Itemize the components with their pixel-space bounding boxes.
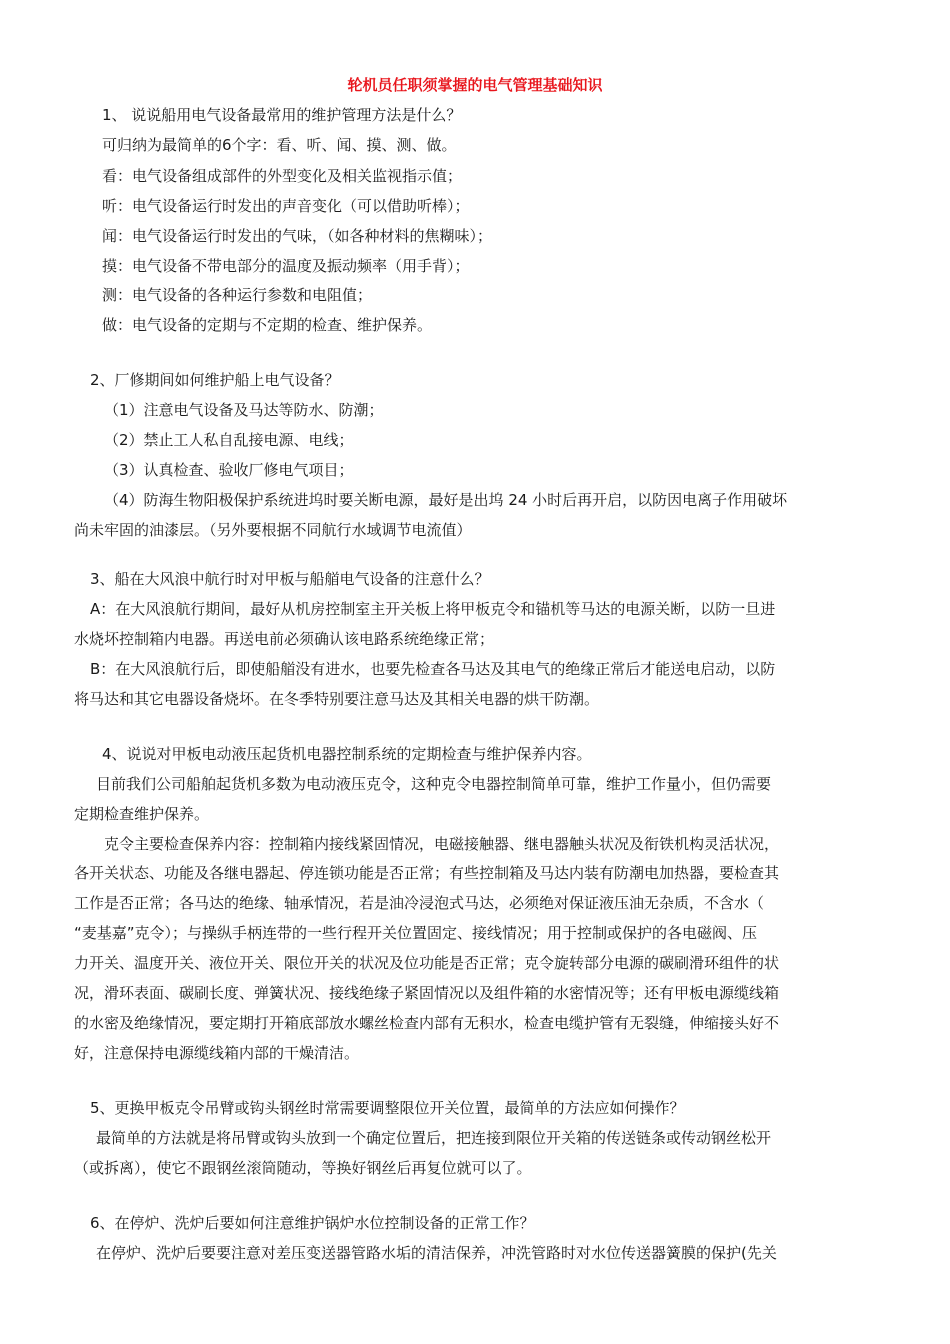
answer-4-line-4: 各开关状态、功能及各继电器起、停连锁功能是否正常；有些控制箱及马达内装有防潮电加热器，要检查其 [74, 864, 780, 882]
answer-5-line-2: （或拆离），使它不跟钢丝滚筒随动，等换好钢丝后再复位就可以了。 [74, 1159, 532, 1177]
answer-1-line-2: 看：电气设备组成部件的外型变化及相关监视指示值； [102, 167, 463, 185]
answer-4-line-10: 好，注意保持电源缆线箱内部的干燥清洁。 [74, 1044, 360, 1062]
question-2: 2、厂修期间如何维护船上电气设备？ [90, 371, 340, 389]
answer-2-line-4: （4）防海生物阳极保护系统进坞时要关断电源，最好是出坞 24 小时后再开启，以防因电离子作用破坏 [104, 491, 788, 509]
answer-5-line-1: 最简单的方法就是将吊臂或钩头放到一个确定位置后，把连接到限位开关箱的传送链条或传动钢丝松开 [96, 1129, 772, 1147]
answer-2-line-5: 尚未牢固的油漆层。（另外要根据不同航行水域调节电流值） [74, 521, 472, 539]
answer-4-line-2: 定期检查维护保养。 [74, 805, 210, 823]
document-title: 轮机员任职须掌握的电气管理基础知识 [347, 76, 603, 94]
question-5: 5、更换甲板克令吊臂或钩头钢丝时常需要调整限位开关位置，最简单的方法应如何操作？ [90, 1099, 685, 1117]
answer-1-line-6: 测：电气设备的各种运行参数和电阻值； [102, 286, 373, 304]
answer-3-line-3: B：在大风浪航行后，即使船艏没有进水，也要先检查各马达及其电气的绝缘正常后才能送电启动，以防 [90, 660, 776, 678]
question-4: 4、说说对甲板电动液压起货机电器控制系统的定期检查与维护保养内容。 [102, 745, 592, 763]
question-1: 1、 说说船用电气设备最常用的维护管理方法是什么？ [102, 106, 462, 124]
answer-2-line-3: （3）认真检查、验收厂修电气项目； [104, 461, 354, 479]
answer-1-line-7: 做：电气设备的定期与不定期的检查、维护保养。 [102, 316, 433, 334]
answer-4-line-5: 工作是否正常；各马达的绝缘、轴承情况，若是油冷浸泡式马达，必须绝对保证液压油无杂质，不含水（ [74, 894, 765, 912]
answer-3-line-4: 将马达和其它电器设备烧坏。在冬季特别要注意马达及其相关电器的烘干防潮。 [74, 690, 600, 708]
answer-1-line-1: 可归纳为最简单的6个字：看、听、闻、摸、测、做。 [102, 136, 457, 154]
answer-2-line-2: （2）禁止工人私自乱接电源、电线； [104, 431, 354, 449]
answer-4-line-7: 力开关、温度开关、液位开关、限位开关的状况及位功能是否正常；克令旋转部分电源的碳刷滑环组件的状 [74, 954, 780, 972]
answer-1-line-3: 听：电气设备运行时发出的声音变化（可以借助听棒）； [102, 197, 470, 215]
answer-1-line-5: 摸：电气设备不带电部分的温度及振动频率（用手背）； [102, 257, 470, 275]
answer-3-line-1: A：在大风浪航行期间，最好从机房控制室主开关板上将甲板克令和锚机等马达的电源关断，以防一旦进 [90, 600, 776, 618]
answer-1-line-4: 闻：电气设备运行时发出的气味，（如各种材料的焦糊味）； [102, 227, 493, 245]
answer-4-line-8: 况，滑环表面、碳刷长度、弹簧状况、接线绝缘子紧固情况以及组件箱的水密情况等；还有甲板电源缆线箱 [74, 984, 780, 1002]
answer-2-line-1: （1）注意电气设备及马达等防水、防潮； [104, 401, 384, 419]
answer-3-line-2: 水烧坏控制箱内电器。再送电前必须确认该电路系统绝缘正常； [74, 630, 495, 648]
answer-4-line-6: “麦基嘉”克令）；与操纵手柄连带的一些行程开关位置固定、接线情况；用于控制或保护的各电磁阀、压 [74, 924, 758, 942]
answer-4-line-1: 目前我们公司船舶起货机多数为电动液压克令，这种克令电器控制简单可靠，维护工作量小，但仍需要 [96, 775, 772, 793]
answer-4-line-9: 的水密及绝缘情况，要定期打开箱底部放水螺丝检查内部有无积水，检查电缆护管有无裂缝，伸缩接头好不 [74, 1014, 780, 1032]
question-6: 6、在停炉、洗炉后要如何注意维护锅炉水位控制设备的正常工作？ [90, 1214, 535, 1232]
answer-4-line-3: 克令主要检查保养内容：控制箱内接线紧固情况，电磁接触器、继电器触头状况及衔铁机构灵活状况， [104, 835, 780, 853]
question-3: 3、船在大风浪中航行时对甲板与船艏电气设备的注意什么？ [90, 570, 490, 588]
answer-6-line-1: 在停炉、洗炉后要要注意对差压变送器管路水垢的清洁保养，冲洗管路时对水位传送器簧膜的保护(先关 [96, 1244, 777, 1262]
